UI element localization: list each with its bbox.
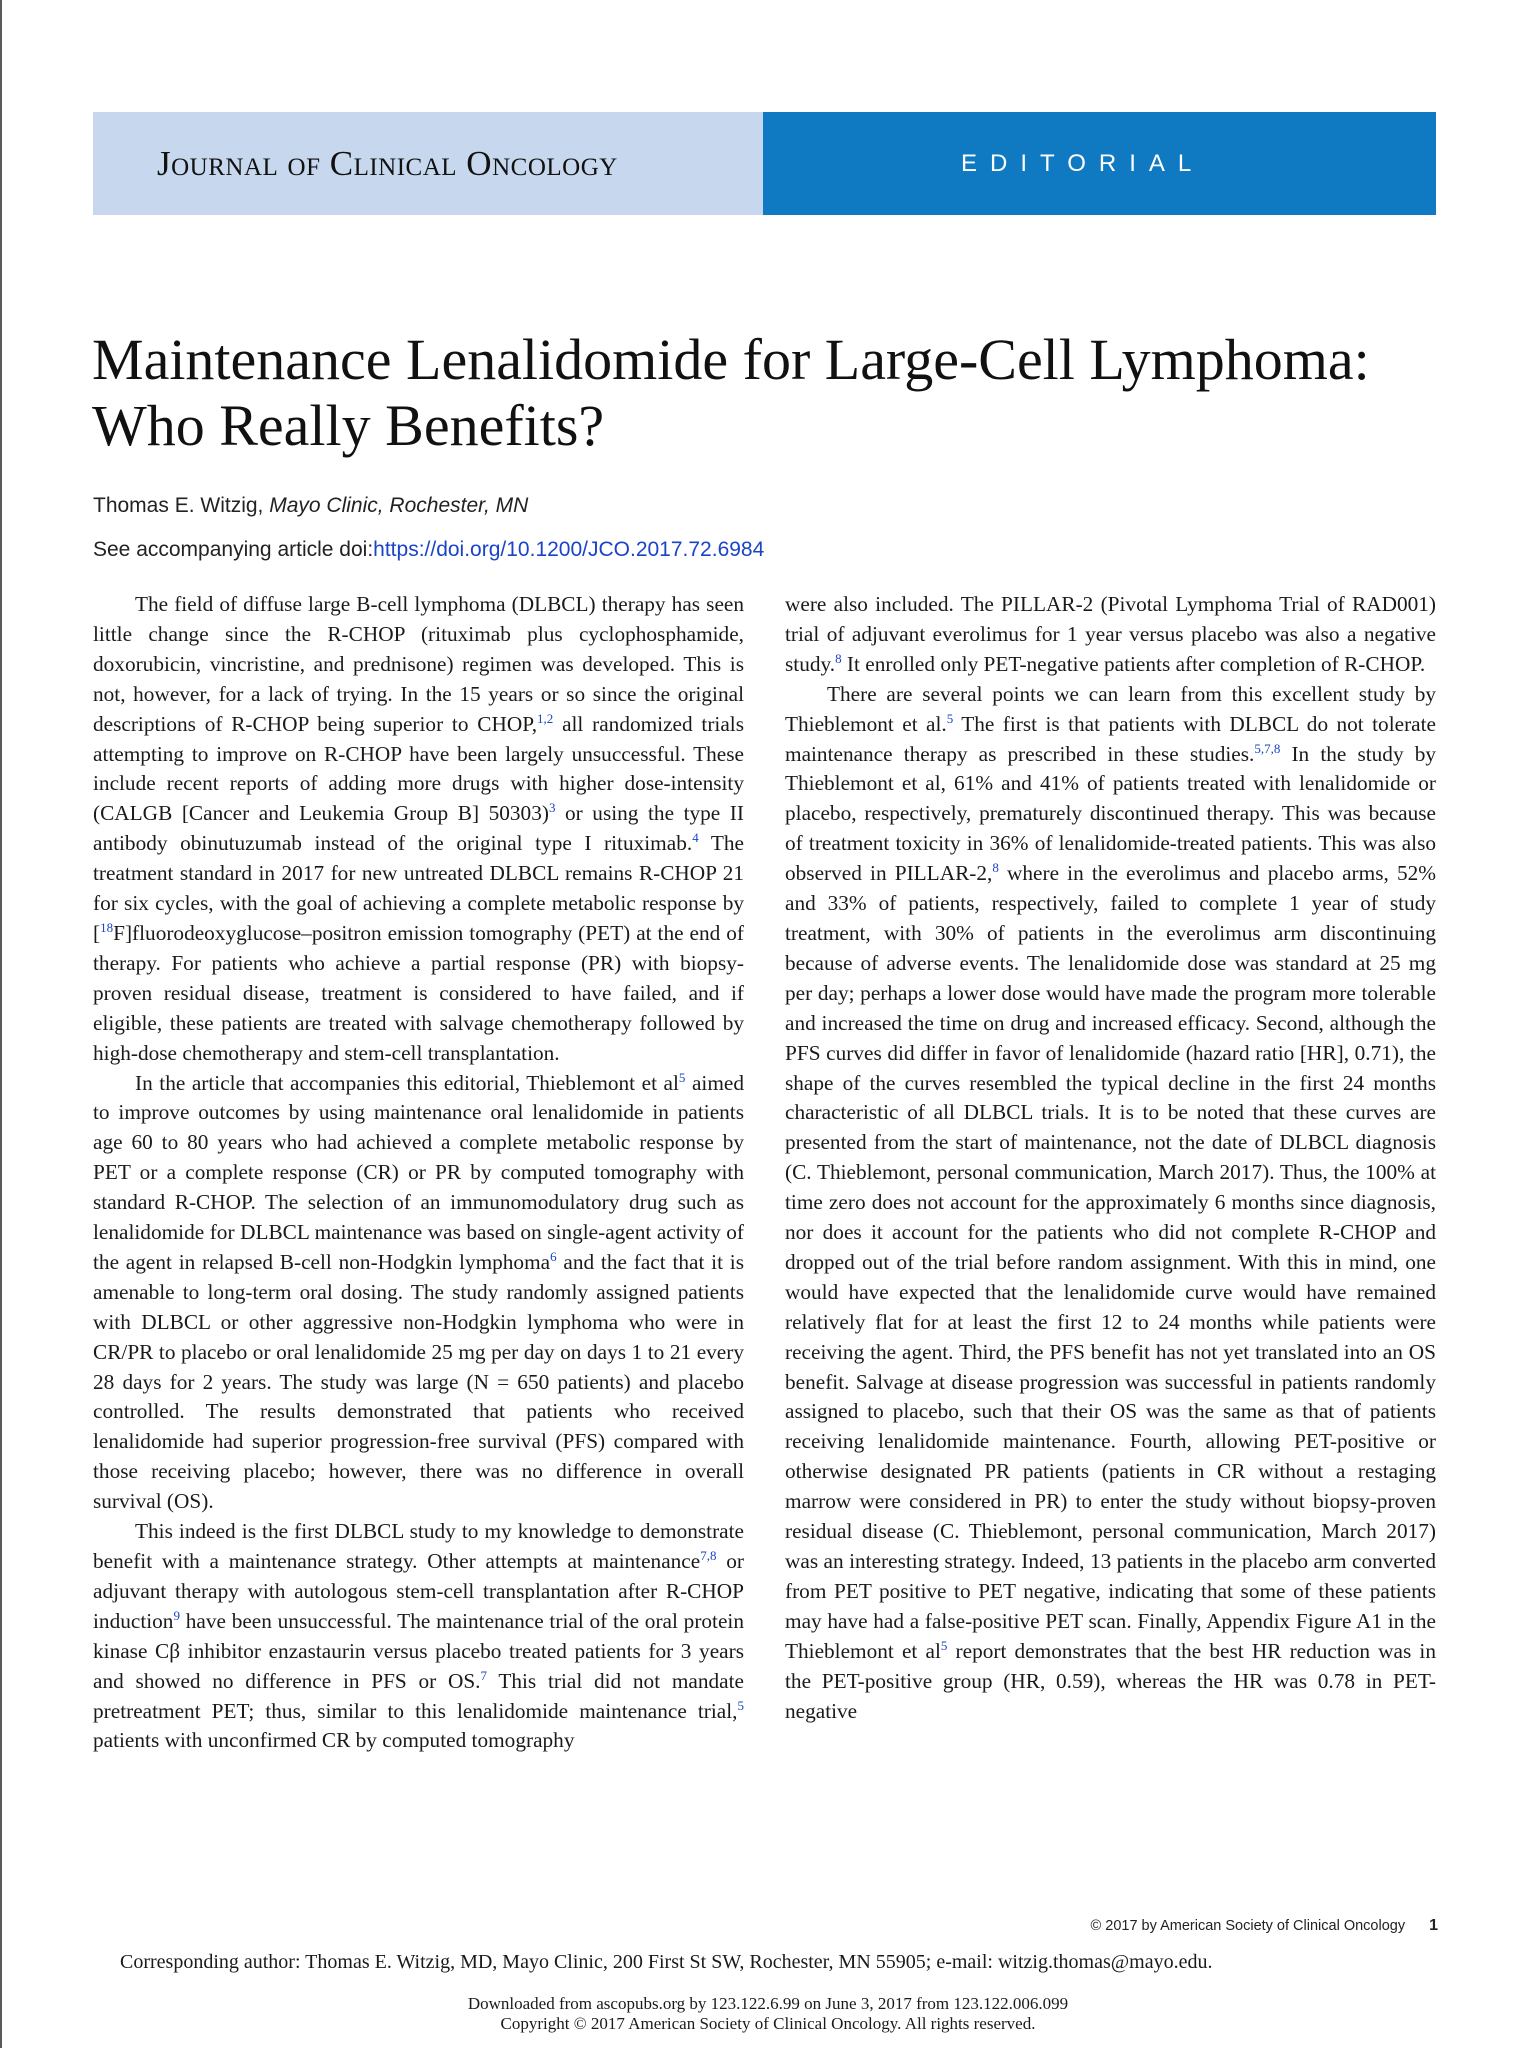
download-watermark (0, 1994, 1536, 2034)
citation-ref[interactable]: 6 (550, 1248, 557, 1264)
see-also-prefix: See accompanying article doi: (93, 538, 374, 561)
copyright-notice (1091, 1917, 1438, 1935)
article-title: Maintenance Lenalidomide for Large-Cell Lymphoma: Who Really Benefits? (92, 327, 1370, 458)
isotope-superscript: 18 (100, 919, 114, 935)
paragraph-continued: were also included. The PILLAR-2 (Pivotal Lymphoma Trial of RAD001) trial of adjuvant everolimus for 1 year versus placebo was also a negative study.$^8$ It enrolled only PET-negative patients after completion of R-CHOP. (785, 592, 1436, 676)
journal-header-band (93, 112, 763, 215)
paragraph-intro: The field of diffuse large B-cell lymphoma (DLBCL) therapy has seen little change since the R-CHOP (rituximab plus cyclophosphamide, doxorubicin, vincristine, and prednisone) regimen was developed. This is not, however, for a lack of trying. In the 15 years or so since the original descriptions of R-CHOP being superior to CHOP,$^{1,2}$ all randomized trials attempting to improve on R-CHOP have been largely unsuccessful. These include recent reports of adding more drugs with higher dose-intensity (CALGB [Cancer and Leukemia Group B] 50303)$^3$ or using the type II antibody obinutuzumab instead of the original type I rituximab.$^4$ The treatment standard in 2017 for new untreated DLBCL remains R-CHOP 21 for six cycles, with the goal of achieving a complete metabolic response by [$^{18}$F]fluorodeoxyglucose–positron emission tomography (PET) at the end of therapy. For patients who achieve a partial response (PR) with biopsy-proven residual disease, treatment is considered to have failed, and if eligible, these patients are treated with salvage chemotherapy followed by high-dose chemotherapy and stem-cell transplantation. (93, 592, 745, 1065)
download-line: Downloaded from ascopubs.org by 123.122.6.99 on June 3, 2017 from 123.122.006.099 (467, 1994, 1069, 2013)
doi-link[interactable]: https://doi.org/10.1200/JCO.2017.72.6984 (373, 538, 765, 561)
citation-ref[interactable]: 5 (678, 1069, 686, 1085)
citation-ref[interactable]: 3 (548, 800, 556, 816)
paragraph-prior-attempts: This indeed is the first DLBCL study to my knowledge to demonstrate benefit with a maintenance strategy. Other attempts at maintenance$^{7,8}$ or adjuvant therapy with autologous stem-cell transplantation after R-CHOP induction$^9$ have been unsuccessful. The maintenance trial of the oral protein kinase Cβ inhibitor enzastaurin versus placebo treated patients for 3 years and showed no difference in PFS or OS.$^7$ This trial did not mandate pretreatment PET; thus, similar to this lenalidomide maintenance trial,$^5$ patients with unconfirmed CR by computed tomography (93, 1519, 744, 1753)
citation-ref[interactable]: 4 (692, 830, 699, 846)
section-header-band (763, 112, 1436, 215)
author-name: Thomas E. Witzig, (93, 494, 264, 517)
paragraph-discussion-points: There are several points we can learn from this excellent study by Thieblemont et al.$^5$ The first is that patients with DLBCL do not tolerate maintenance therapy as prescribed in these studies.$^{5,7,8}$ In the study by Thieblemont et al, 61% and 41% of patients treated with lenalidomide or placebo, respectively, prematurely discontinued therapy. This was because of treatment toxicity in 36% of lenalidomide-treated patients. This was also observed in PILLAR-2,$^8$ where in the everolimus and placebo arms, 52% and 33% of patients, respectively, failed to complete 1 year of study treatment, with 30% of patients in the everolimus arm discontinuing because of adverse events. The lenalidomide dose was standard at 25 mg per day; perhaps a lower dose would have made the program more tolerable and increased the time on drug and increased efficacy. Second, although the PFS curves did differ in favor of lenalidomide (hazard ratio [HR], 0.71), the shape of the curves resembled the typical decline in the first 24 months characteristic of all DLBCL trials. It is to be noted that these curves are presented from the start of maintenance, not the date of DLBCL diagnosis (C. Thieblemont, personal communication, March 2017). Thus, the 100% at time zero does not account for the approximately 6 months since diagnosis, nor does it account for the patients who did not complete R-CHOP and dropped out of the trial before random assignment. With this in mind, one would have expected that the lenalidomide curve would have remained relatively flat for at least the first 12 to 24 months while patients were receiving the agent. Third, the PFS benefit has not yet translated into an OS benefit. Salvage at disease progression was successful in patients randomly assigned to placebo, such that their OS was the same as that of patients receiving lenalidomide maintenance. Fourth, allowing PET-positive or otherwise designated PR patients (patients in CR without a restaging marrow were considered in PR) to enter the study without biopsy-proven residual disease (C. Thieblemont, personal communication, March 2017) was an interesting strategy. Indeed, 13 patients in the placebo arm converted from PET positive to PET negative, indicating that some of these patients may have had a false-positive PET scan. Finally, Appendix Figure A1 in the Thieblemont et $al^5$ report demonstrates that the best HR reduction was in the PET-positive group (HR, 0.59), whereas the HR was 0.78 in PET-negative (785, 681, 1437, 1723)
copyright-text: © 2017 by American Society of Clinical Oncology (1090, 1918, 1406, 1934)
citation-ref[interactable]: 5 (737, 1697, 744, 1713)
body-column-right (785, 590, 1436, 1726)
citation-ref[interactable]: 1,2 (537, 710, 554, 726)
page-edge-rule (0, 0, 2, 2048)
paragraph-study-summary: In the article that accompanies this editorial, Thieblemont et $al^5$ aimed to improve outcomes by using maintenance oral lenalidomide in patients age 60 to 80 years who had achieved a complete metabolic response by PET or a complete response (CR) or PR by computed tomography with standard R-CHOP. The selection of an immunomodulatory drug such as lenalidomide for DLBCL maintenance was based on single-agent activity of the agent in relapsed B-cell non-Hodgkin lymphoma$^6$ and the fact that it is amenable to long-term oral dosing. The study randomly assigned patients with DLBCL or other aggressive non-Hodgkin lymphoma who were in CR/PR to placebo or oral lenalidomide 25 mg per day on days 1 to 21 every 28 days for 2 years. The study was large (N = 650 patients) and placebo controlled. The results demonstrated that patients who received lenalidomide had superior progression-free survival (PFS) compared with those receiving placebo; however, there was no difference in overall survival (OS). (93, 1069, 744, 1514)
see-accompanying-article (93, 538, 764, 562)
citation-ref[interactable]: 8 (835, 650, 842, 666)
page-number: 1 (1429, 1917, 1438, 1934)
citation-ref[interactable]: 5 (946, 710, 954, 726)
citation-ref[interactable]: 8 (992, 860, 999, 876)
citation-ref[interactable]: 7,8 (700, 1547, 717, 1563)
section-label: EDITORIAL (961, 149, 1205, 177)
journal-name: Journal of Clinical Oncology (157, 143, 618, 183)
rights-line: Copyright © 2017 American Society of Clinical Oncology. All rights reserved. (500, 2014, 1036, 2033)
body-column-left (93, 590, 744, 1756)
author-affiliation: Mayo Clinic, Rochester, MN (269, 494, 529, 517)
citation-ref[interactable]: 5,7,8 (1254, 740, 1281, 756)
citation-ref[interactable]: 5 (940, 1637, 948, 1653)
author-line (93, 494, 528, 518)
citation-ref[interactable]: 7 (480, 1667, 488, 1683)
corresponding-author-note: Corresponding author: Thomas E. Witzig, MD, Mayo Clinic, 200 First St SW, Rochester, MN 55905; e-mail: witzig.thomas@mayo.edu. (120, 1951, 1213, 1973)
citation-ref[interactable]: 9 (173, 1607, 180, 1623)
